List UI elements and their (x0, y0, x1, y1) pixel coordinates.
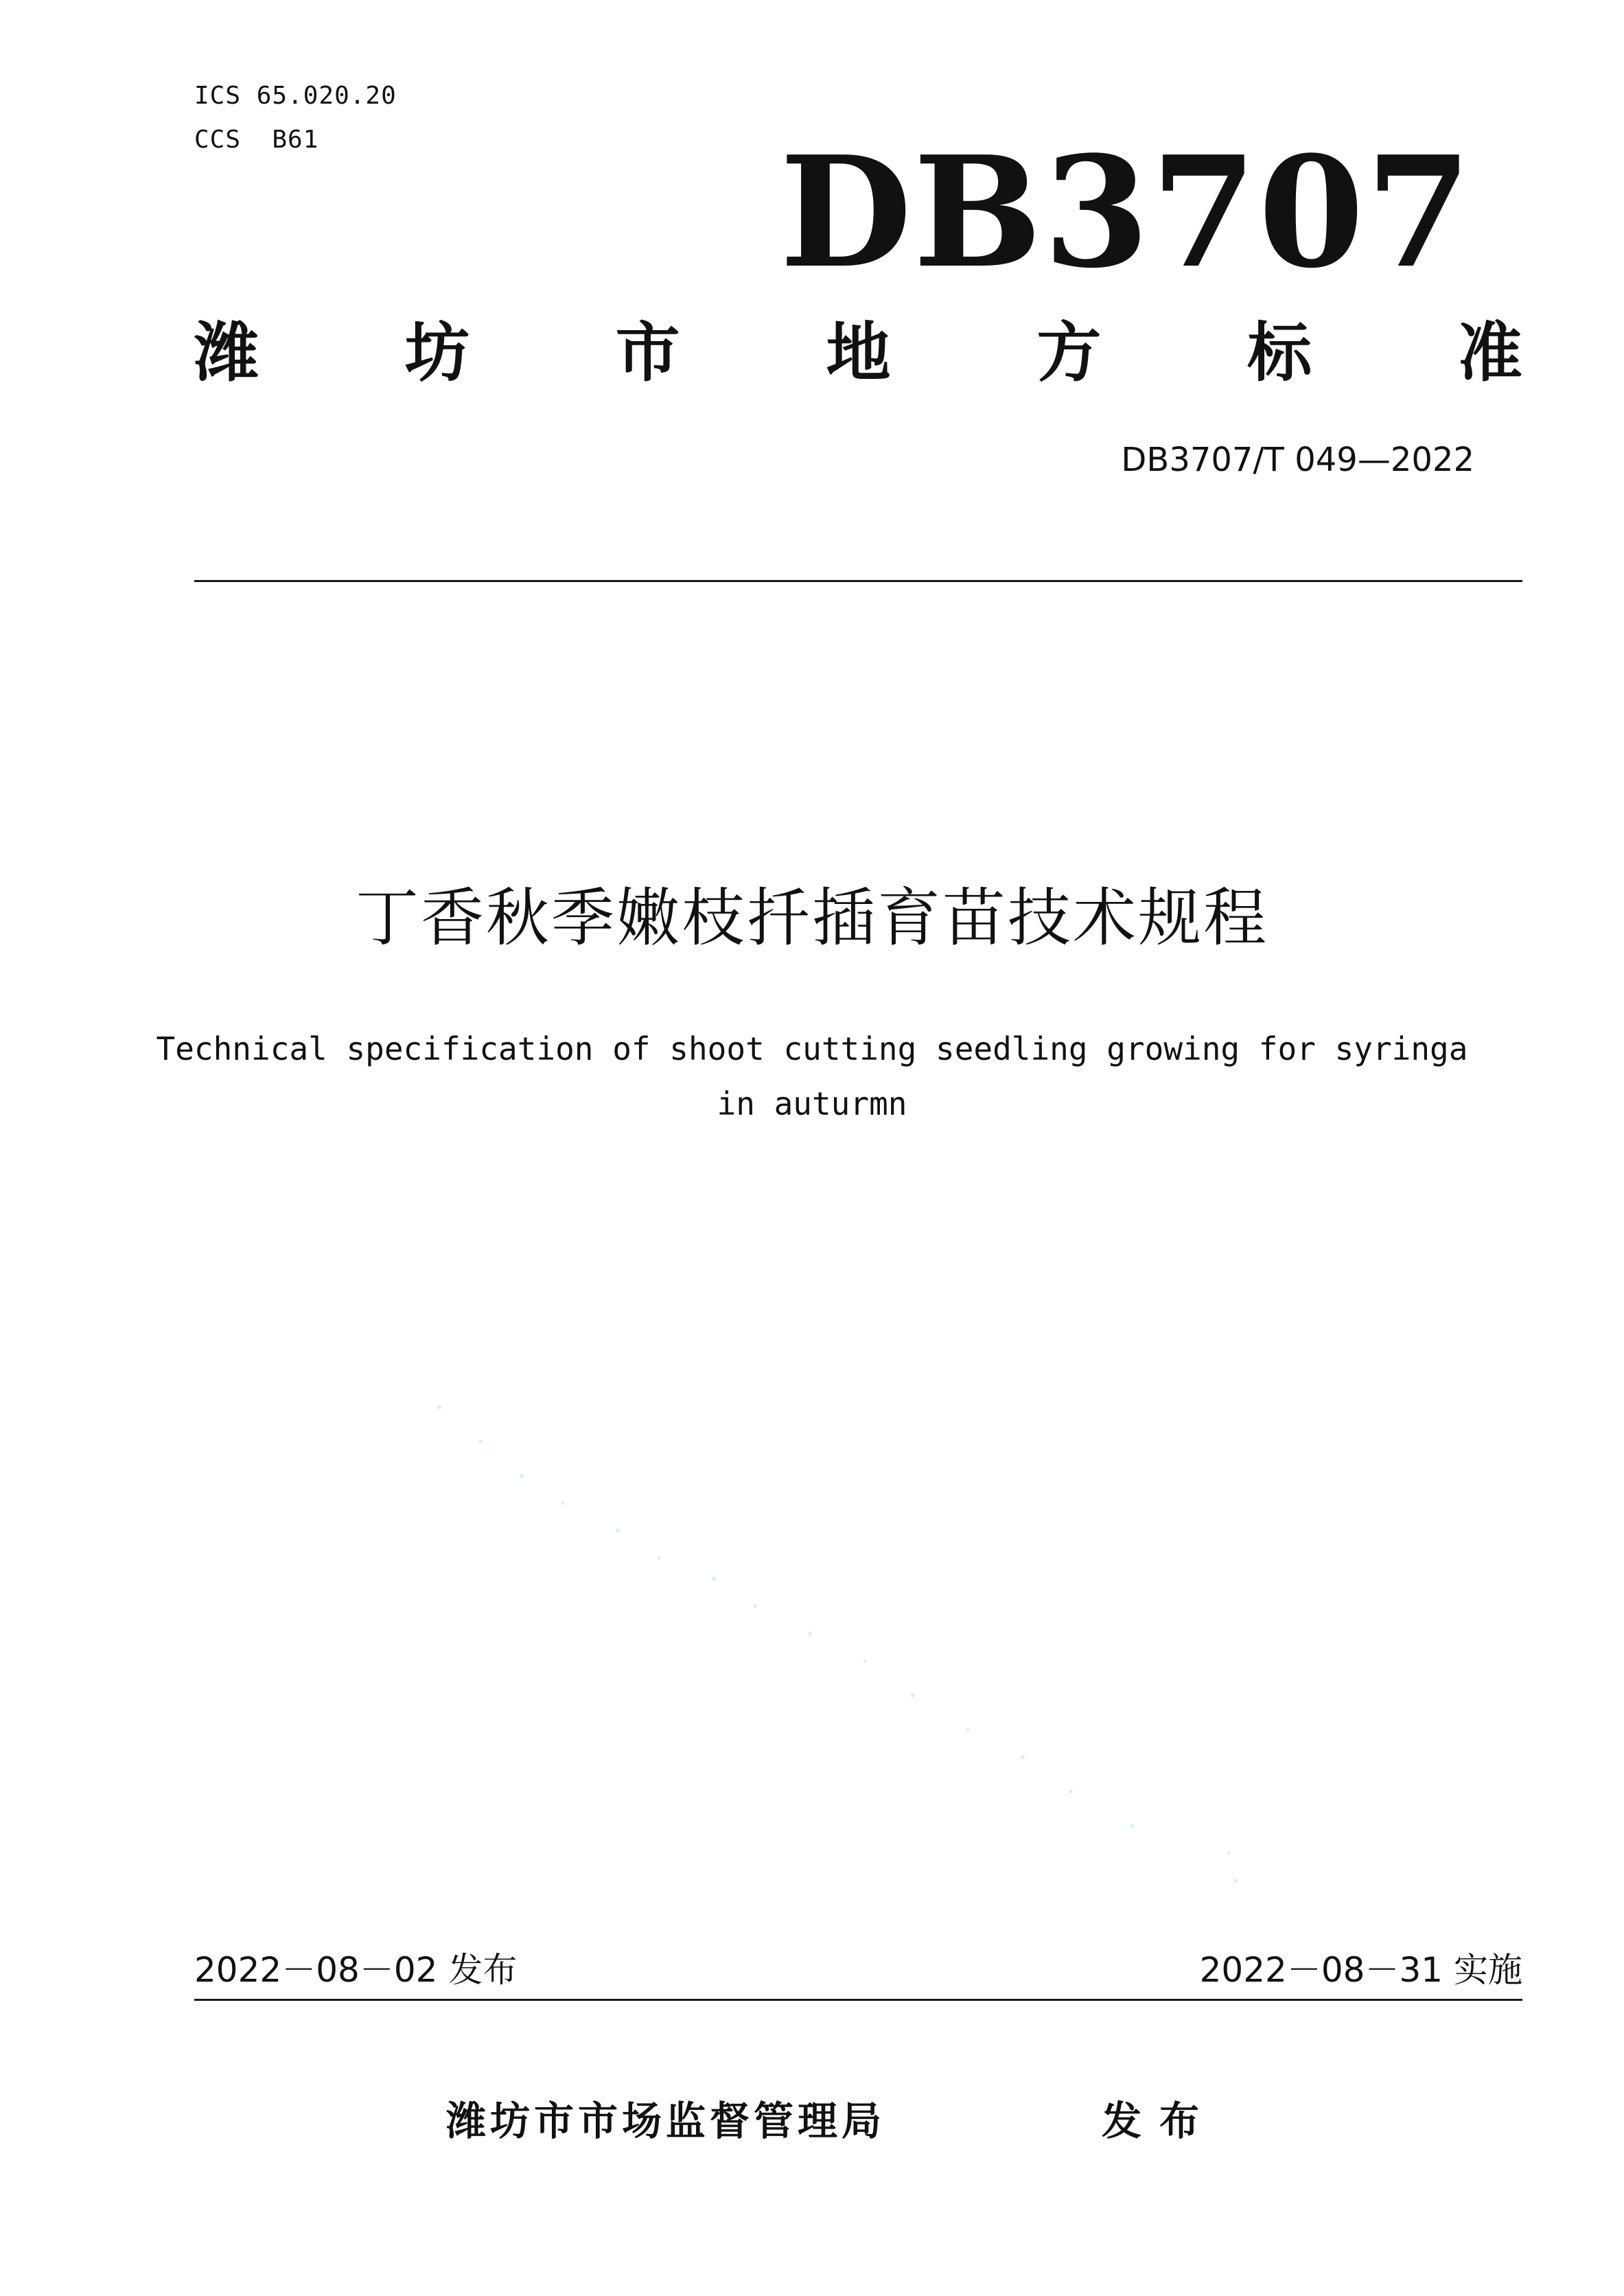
issue-label: 发布 (1102, 2098, 1218, 2144)
title-english-line: in auturmn (717, 1085, 907, 1122)
issuing-authority: 潍坊市市场监督管理局 (446, 2098, 886, 2144)
title-english-line: Technical specification of shoot cutting seedling growing for syringa (156, 1030, 1468, 1067)
standard-type-char: 方 (1036, 316, 1102, 391)
ics-code: ICS 65.020.20 (194, 82, 397, 110)
standard-type-char: 准 (1457, 316, 1522, 391)
standard-type-char: 潍 (194, 316, 259, 391)
document-title-chinese: 丁香秋季嫩枝扦插育苗技术规程 (355, 881, 1268, 955)
standard-type-char: 标 (1247, 316, 1312, 391)
standard-code-logo: DB3707 (779, 124, 1473, 302)
standard-number: DB3707/T 049—2022 (1121, 441, 1474, 479)
ccs-code: CCS B61 (194, 126, 319, 154)
standard-type-char: 市 (615, 316, 680, 391)
standard-type-char: 坊 (404, 316, 469, 391)
bottom-divider (194, 1999, 1522, 2001)
publish-date: 2022－08－02 发布 (194, 1950, 518, 1990)
standard-type-char: 地 (826, 316, 891, 391)
implementation-date: 2022－08－31 实施 (1199, 1950, 1522, 1990)
